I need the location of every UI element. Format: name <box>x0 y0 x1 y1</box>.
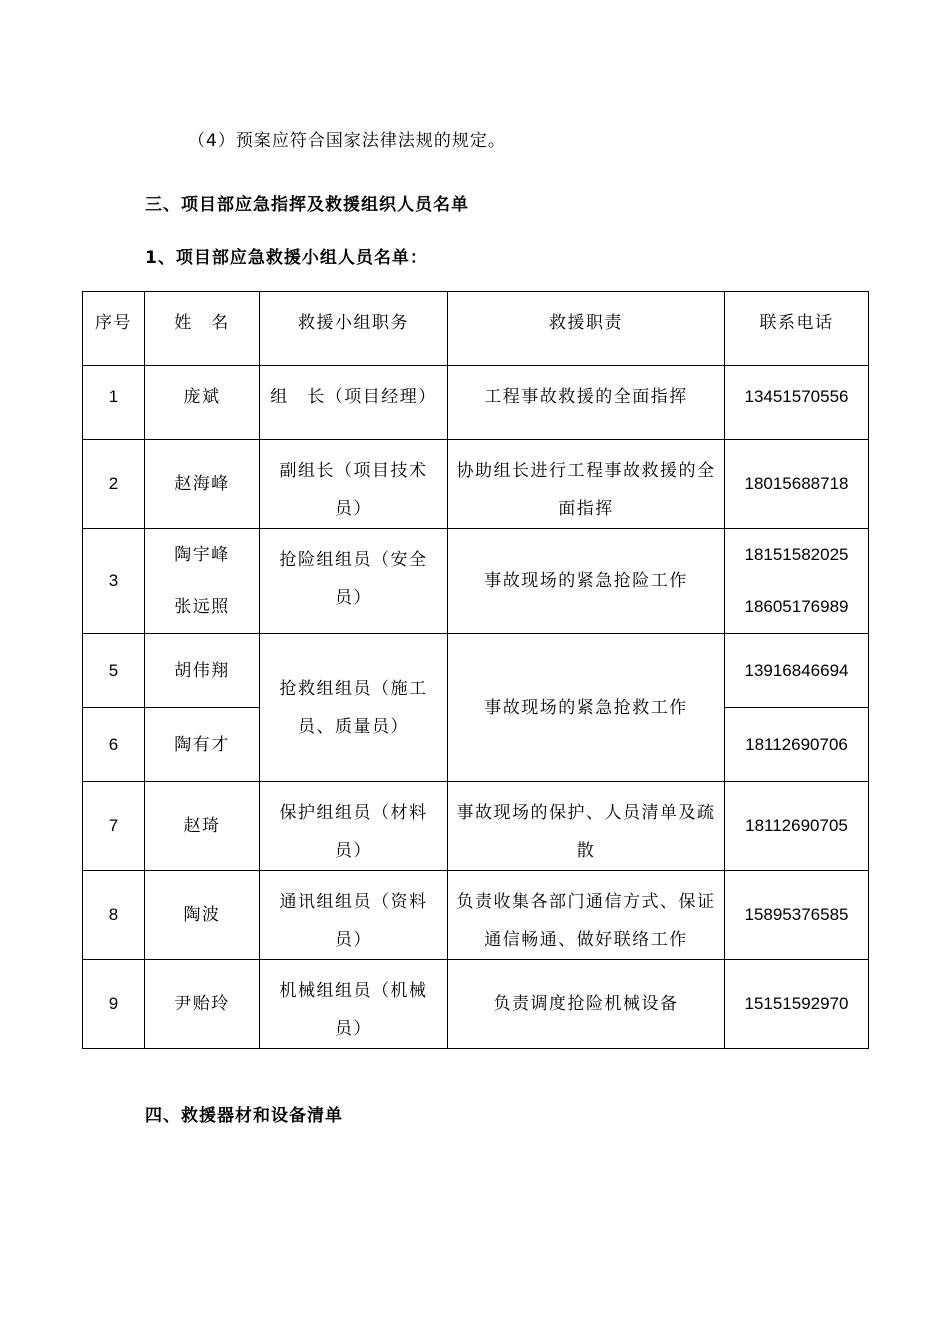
table-row <box>83 960 869 1049</box>
row-duty: 事故现场的紧急抢救工作 <box>448 634 725 782</box>
row-names <box>145 529 260 634</box>
row-name: 赵海峰 <box>145 440 260 529</box>
table-row <box>83 782 869 871</box>
row-phone: 13916846694 <box>725 634 869 708</box>
section-3-title: 三、项目部应急指挥及救援组织人员名单 <box>145 195 469 215</box>
row-phones <box>725 529 869 634</box>
row-role: 副组长（项目技术员） <box>260 440 448 529</box>
rescue-team-table <box>82 291 869 1049</box>
table-row <box>83 366 869 440</box>
row-name: 陶波 <box>145 871 260 960</box>
row-no: 1 <box>83 366 145 440</box>
row-duty: 事故现场的保护、人员清单及疏散 <box>448 782 725 871</box>
table-row <box>83 634 869 708</box>
intro-item: （4）预案应符合国家法律法规的规定。 <box>188 131 506 151</box>
row-phone: 18151582025 <box>744 545 849 564</box>
row-duty: 负责收集各部门通信方式、保证通信畅通、做好联络工作 <box>448 871 725 960</box>
row-no: 3 <box>83 529 145 634</box>
table-row <box>83 871 869 960</box>
row-no: 7 <box>83 782 145 871</box>
row-role: 通讯组组员（资料员） <box>260 871 448 960</box>
row-role: 抢险组组员（安全员） <box>260 529 448 634</box>
row-duty: 事故现场的紧急抢险工作 <box>448 529 725 634</box>
header-role: 救援小组职务 <box>260 292 448 366</box>
table-row <box>83 529 869 634</box>
row-no: 9 <box>83 960 145 1049</box>
row-name: 赵琦 <box>145 782 260 871</box>
row-name: 胡伟翔 <box>145 634 260 708</box>
row-role: 组 长（项目经理） <box>260 366 448 440</box>
row-no: 5 <box>83 634 145 708</box>
row-name: 尹贻玲 <box>145 960 260 1049</box>
row-phone: 15151592970 <box>725 960 869 1049</box>
table-header-row <box>83 292 869 366</box>
subsection-1-title: 1、项目部应急救援小组人员名单： <box>145 248 428 268</box>
header-phone: 联系电话 <box>725 292 869 366</box>
row-no: 6 <box>83 708 145 782</box>
row-duty: 负责调度抢险机械设备 <box>448 960 725 1049</box>
header-name: 姓 名 <box>145 292 260 366</box>
header-no: 序号 <box>83 292 145 366</box>
table-row <box>83 440 869 529</box>
row-phone: 18605176989 <box>744 597 849 616</box>
row-duty: 协助组长进行工程事故救援的全面指挥 <box>448 440 725 529</box>
row-name: 张远照 <box>174 597 230 617</box>
row-phone: 18112690706 <box>725 708 869 782</box>
row-phone: 18015688718 <box>725 440 869 529</box>
row-duty: 工程事故救援的全面指挥 <box>448 366 725 440</box>
row-no: 2 <box>83 440 145 529</box>
row-no: 8 <box>83 871 145 960</box>
row-role: 机械组组员（机械员） <box>260 960 448 1049</box>
row-role: 抢救组组员（施工员、质量员） <box>260 634 448 782</box>
row-name: 陶宇峰 <box>174 545 230 565</box>
row-phone: 15895376585 <box>725 871 869 960</box>
row-role: 保护组组员（材料员） <box>260 782 448 871</box>
row-phone: 13451570556 <box>725 366 869 440</box>
row-name: 庞斌 <box>145 366 260 440</box>
section-4-title: 四、救援器材和设备清单 <box>145 1106 343 1126</box>
row-phone: 18112690705 <box>725 782 869 871</box>
row-name: 陶有才 <box>145 708 260 782</box>
header-duty: 救援职责 <box>448 292 725 366</box>
